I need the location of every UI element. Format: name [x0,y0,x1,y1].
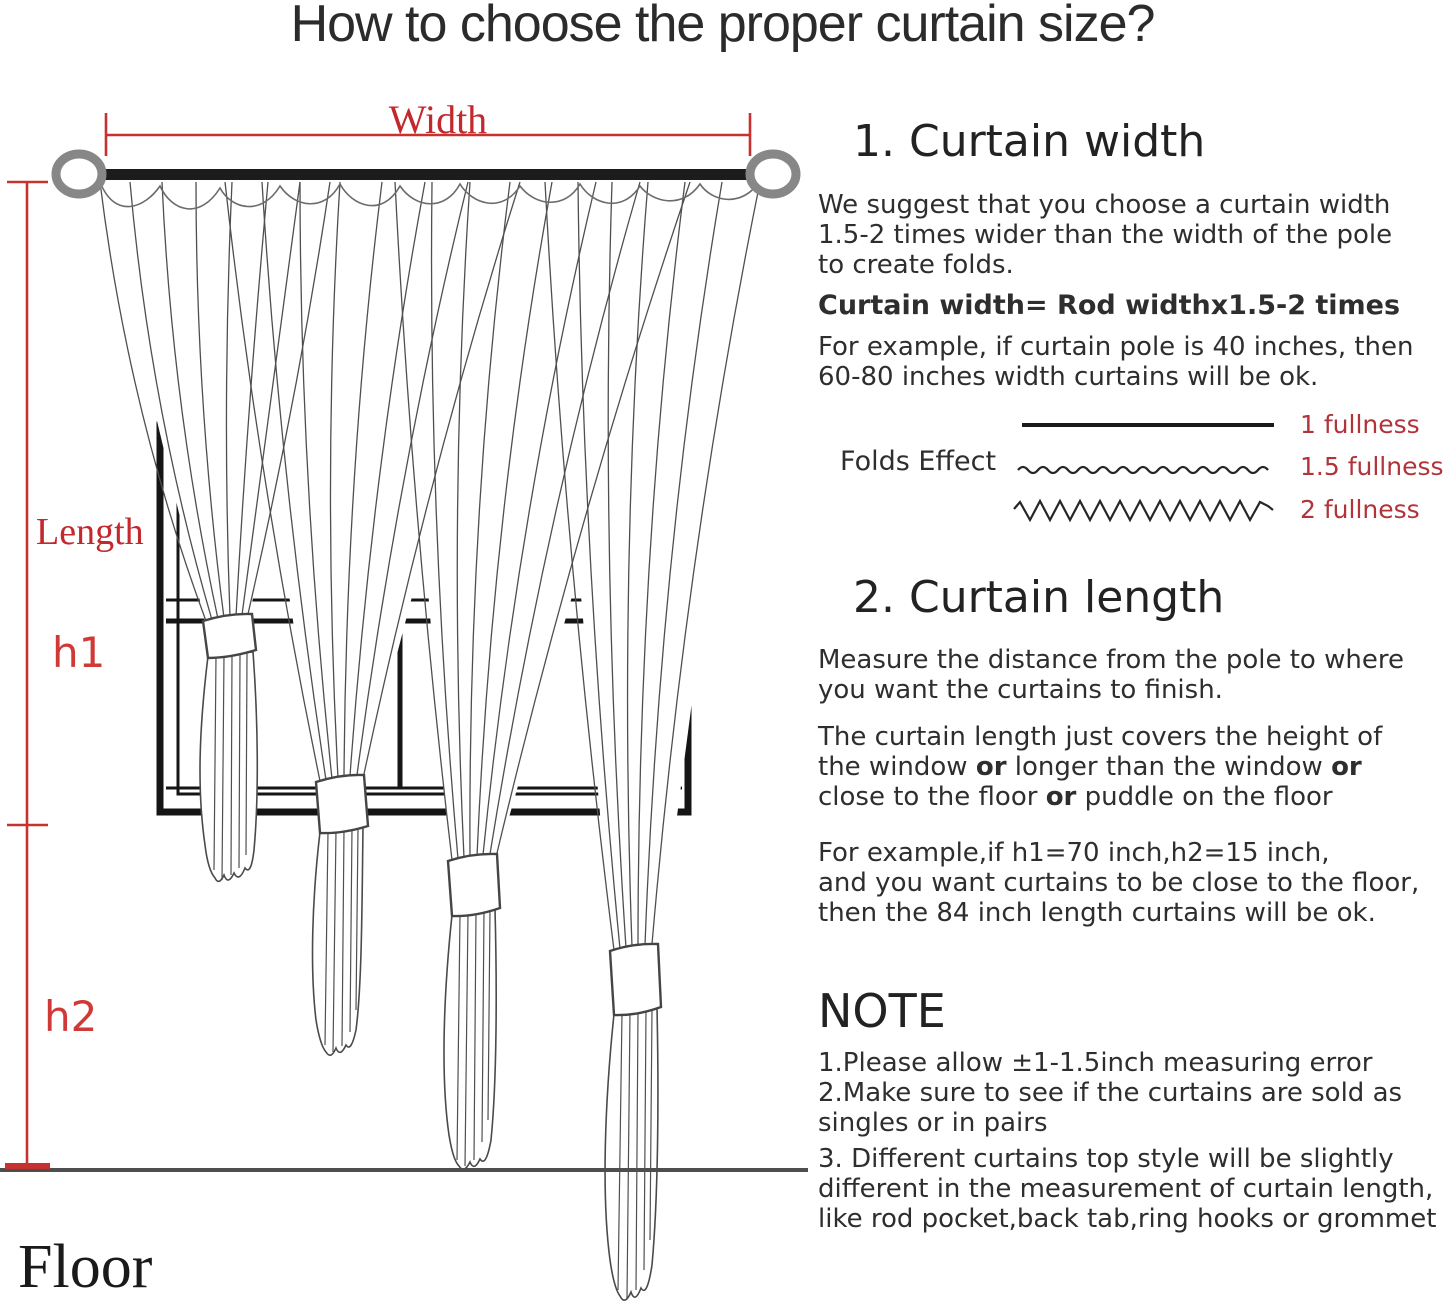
text-line: 1.5-2 times wider than the width of the pole [818,220,1393,250]
note-heading: NOTE [818,984,946,1038]
text-line: to create folds. [818,250,1014,280]
text-line: 60-80 inches width curtains will be ok. [818,362,1319,392]
text-line: and you want curtains to be close to the floor, [818,868,1420,898]
tieback-band-2 [316,775,368,833]
note-line: 3. Different curtains top style will be slightly [818,1144,1394,1174]
floor-label: Floor [18,1233,153,1301]
note-line: like rod pocket,back tab,ring hooks or grommet [818,1204,1437,1234]
tieback-band-4 [610,944,661,1015]
text-line: then the 84 inch length curtains will be ok. [818,898,1376,928]
text-line: the window or longer than the window or [818,752,1362,782]
note-line: 2.Make sure to see if the curtains are sold as [818,1078,1403,1108]
text-line: close to the floor or puddle on the floor [818,782,1333,812]
curtain-width-heading: 1. Curtain width [853,116,1206,167]
tieback-band-1 [203,614,256,658]
rod-bar [92,169,762,180]
curtain-width-intro [818,190,1392,280]
tassels [200,652,658,1300]
note-list [818,1048,1436,1234]
fullness-1-5-line [1016,462,1276,478]
curtain-length-example [818,838,1419,928]
text-line: The curtain length just covers the height of [818,722,1383,752]
text-line: For example,if h1=70 inch,h2=15 inch, [818,838,1330,868]
tassel-4 [605,1008,658,1300]
h1-label: h1 [52,628,106,677]
note-line: 1.Please allow ±1-1.5inch measuring error [818,1048,1373,1078]
fullness-2-line [1010,497,1282,525]
curtain-length-heading: 2. Curtain length [853,572,1225,623]
curtain-width-formula: Curtain width= Rod widthx1.5-2 times [818,290,1401,321]
fullness-2-label: 2 fullness [1300,495,1420,524]
curtain-length-measure [818,645,1404,705]
curtain-width-example [818,332,1414,392]
tassel-2 [313,827,363,1055]
rod-ring-right [750,154,796,194]
tieback-band-3 [448,854,500,916]
curtain-fabric [100,182,760,952]
note-line: different in the measurement of curtain length, [818,1174,1434,1204]
fullness-1-line [1022,423,1274,427]
tassel-1 [200,652,257,881]
fullness-1-5-label: 1.5 fullness [1300,452,1444,481]
fullness-1-label: 1 fullness [1300,410,1420,439]
text-line: For example, if curtain pole is 40 inches, then [818,332,1414,362]
curtain-length-covers [818,722,1382,812]
text-line: Measure the distance from the pole to where [818,645,1404,675]
h2-label: h2 [44,992,98,1041]
rod-ring-left [56,154,102,194]
text-line: We suggest that you choose a curtain width [818,190,1391,220]
text-line: you want the curtains to finish. [818,675,1223,705]
length-label: Length [36,511,144,553]
width-label: Width [388,97,488,142]
note-line: singles or in pairs [818,1108,1048,1138]
folds-effect-label: Folds Effect [840,446,997,477]
page-title: How to choose the proper curtain size? [290,0,1155,53]
tassel-3 [444,909,496,1169]
curtain-sketch [0,80,810,1314]
